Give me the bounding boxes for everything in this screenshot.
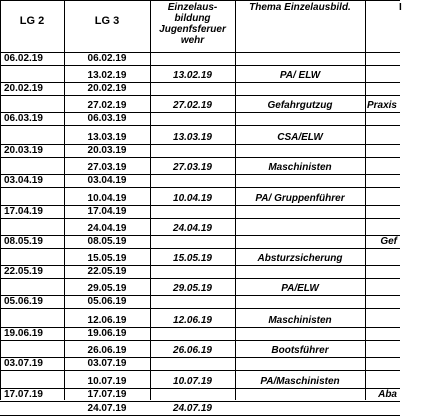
cell-extra [365,340,425,357]
cell-einzelausbildung: 13.03.19 [173,132,212,143]
cell-lg2: 20.03.19 [4,145,43,156]
row-divider [0,144,400,145]
cell-lg3: 03.04.19 [87,175,127,186]
cell-lg3: 10.07.19 [87,376,127,387]
row-divider [0,82,400,83]
cell-einzelausbildung: 24.04.19 [173,223,212,234]
cell-einzelausbildung: 26.06.19 [173,345,212,356]
cell-thema: Maschinisten [268,315,332,326]
cell-einzelausbildung: 10.07.19 [173,376,212,387]
table-row [0,370,400,388]
cell-extra [365,52,425,65]
cell-extra: Gef [380,236,397,247]
cell-extra [365,248,425,265]
cell-einzelausbildung: 27.03.19 [173,162,212,173]
table-row [0,401,400,415]
cell-lg3: 19.06.19 [87,328,127,339]
cell-lg2 [0,340,64,357]
row-divider [0,357,400,358]
table-row [0,125,400,144]
cell-einzelausbildung: 12.06.19 [173,315,212,326]
cell-einzelausbildung [150,82,235,95]
row-divider [0,52,400,53]
cell-thema [235,357,365,370]
cell-extra [365,144,425,157]
cell-lg2 [0,95,64,112]
table-row [0,357,400,370]
table-row [0,235,400,248]
cell-lg3: 27.03.19 [87,162,127,173]
table-header [0,0,400,52]
cell-lg2 [0,278,64,295]
cell-extra [365,401,425,415]
cell-lg2: 22.05.19 [4,266,43,277]
table-row [0,205,400,218]
cell-extra: Praxis [366,100,397,111]
cell-lg3: 10.04.19 [87,193,127,204]
table-row [0,248,400,265]
cell-thema [235,82,365,95]
cell-lg3: 26.06.19 [87,345,127,356]
cell-thema [235,112,365,125]
row-divider [0,370,400,371]
cell-lg3: 03.07.19 [87,358,127,369]
cell-lg3: 17.04.19 [87,206,127,217]
cell-extra [365,125,425,144]
cell-lg3: 06.03.19 [87,113,127,124]
cell-lg2 [0,65,64,82]
cell-lg2: 08.05.19 [4,236,43,247]
cell-thema [235,174,365,187]
cell-extra [365,308,425,327]
cell-thema: Gefahrgutzug [267,100,333,111]
table-row [0,340,400,357]
row-divider [0,174,400,175]
row-divider [0,340,400,341]
row-divider [0,295,400,296]
header-einzelausbildung-line: wehr [180,35,205,46]
table-row [0,65,400,82]
cell-lg3: 12.06.19 [87,315,127,326]
row-divider [0,388,400,389]
cell-einzelausbildung [150,52,235,65]
row-divider [0,187,400,188]
cell-einzelausbildung [150,112,235,125]
cell-einzelausbildung: 27.02.19 [173,100,212,111]
cell-lg2: 06.02.19 [4,53,43,64]
cell-lg2 [0,370,64,388]
table-row [0,327,400,340]
cell-lg2 [0,248,64,265]
cell-lg2 [0,187,64,205]
cell-thema [235,388,365,401]
cell-einzelausbildung [150,144,235,157]
cell-thema: Absturzsicherung [257,253,343,264]
cell-lg2: 20.02.19 [4,83,43,94]
table-row [0,278,400,295]
cell-lg3: 15.05.19 [87,253,127,264]
cell-lg2: 06.03.19 [4,113,43,124]
cell-lg2: 19.06.19 [4,328,43,339]
cell-extra [365,82,425,95]
cell-lg2 [0,308,64,327]
cell-thema [235,144,365,157]
table-row [0,187,400,205]
cell-lg3: 27.02.19 [87,100,127,111]
header-einzelausbildung-line: Einzelaus- [167,2,218,13]
cell-thema [235,265,365,278]
cell-lg3: 24.07.19 [87,403,127,414]
row-divider [0,65,400,66]
cell-extra [365,295,425,308]
table-row [0,144,400,157]
cell-extra [365,112,425,125]
row-divider [0,218,400,219]
cell-lg3: 29.05.19 [87,283,127,294]
table-row [0,174,400,187]
table-row [0,95,400,112]
cell-extra [365,205,425,218]
cell-einzelausbildung [150,174,235,187]
cell-thema [235,401,365,415]
cell-lg3: 08.05.19 [87,236,127,247]
row-divider [0,95,400,96]
cell-extra [365,357,425,370]
cell-lg2 [0,401,64,415]
cell-lg2: 05.06.19 [4,296,43,307]
header-einzelausbildung [150,0,235,52]
row-divider [0,157,400,158]
cell-extra [365,278,425,295]
cell-lg3: 22.05.19 [87,266,127,277]
cell-einzelausbildung [150,205,235,218]
table-row [0,82,400,95]
cell-einzelausbildung [150,357,235,370]
cell-einzelausbildung [150,388,235,401]
table-row [0,157,400,174]
cell-thema [235,327,365,340]
cell-thema [235,52,365,65]
row-divider [0,205,400,206]
cell-extra [365,370,425,388]
cell-extra [365,218,425,235]
cell-lg3: 13.02.19 [87,70,127,81]
header-thema: Thema Einzelausbild. [249,2,351,13]
cell-extra [365,174,425,187]
cell-einzelausbildung: 15.05.19 [173,253,212,264]
row-divider [0,327,400,328]
row-divider [0,265,400,266]
cell-lg3: 17.07.19 [87,389,127,400]
cell-extra: Aba [378,389,397,400]
cell-thema [235,218,365,235]
cell-extra [365,265,425,278]
header-lg3: LG 3 [94,15,120,27]
cell-extra [365,327,425,340]
cell-lg3: 24.04.19 [87,223,127,234]
cell-thema: PA/ Gruppenführer [255,193,345,204]
cell-extra [365,65,425,82]
cell-thema: Bootsführer [271,345,329,356]
cell-extra [365,157,425,174]
cell-lg3: 20.02.19 [87,83,127,94]
row-divider [0,248,400,249]
cell-einzelausbildung [150,295,235,308]
cell-einzelausbildung [150,235,235,248]
cell-thema [235,295,365,308]
cell-lg2 [0,218,64,235]
cell-thema: PA/Maschinisten [260,376,340,387]
table-row [0,308,400,327]
cell-thema: PA/ ELW [279,70,321,81]
cell-lg3: 05.06.19 [87,296,127,307]
cell-lg3: 20.03.19 [87,145,127,156]
header-einzelausbildung-line: bildung [174,13,211,24]
cell-lg3: 13.03.19 [87,132,127,143]
row-divider [0,0,400,1]
table-row [0,218,400,235]
row-divider [0,112,400,113]
cell-lg2: 03.04.19 [4,175,43,186]
row-divider [0,308,400,309]
header-einzelausbildung-text [159,2,226,46]
cell-lg2: 17.07.19 [4,389,43,400]
cell-thema: PA/ELW [281,283,319,294]
row-divider [0,278,400,279]
cell-einzelausbildung [150,327,235,340]
row-divider [0,125,400,126]
cell-lg2: 03.07.19 [4,358,43,369]
cell-thema [235,205,365,218]
header-extra: I [399,2,402,13]
row-divider [0,401,400,402]
cell-einzelausbildung: 24.07.19 [173,403,212,414]
table-row [0,388,400,401]
cell-lg2: 17.04.19 [4,206,43,217]
cell-einzelausbildung: 29.05.19 [173,283,212,294]
cell-extra [365,187,425,205]
cell-lg2 [0,125,64,144]
table-row [0,52,400,65]
cell-einzelausbildung: 13.02.19 [173,70,212,81]
table-row [0,295,400,308]
cell-einzelausbildung: 10.04.19 [173,193,212,204]
header-lg2: LG 2 [19,15,45,27]
header-einzelausbildung-line: Jugenfsferuer [159,24,226,35]
table-row [0,265,400,278]
cell-thema: Maschinisten [268,162,332,173]
cell-thema: CSA/ELW [277,132,323,143]
cell-lg2 [0,157,64,174]
cell-thema [235,235,365,248]
row-divider [0,235,400,236]
table-row [0,112,400,125]
cell-lg3: 06.02.19 [87,53,127,64]
cell-einzelausbildung [150,265,235,278]
